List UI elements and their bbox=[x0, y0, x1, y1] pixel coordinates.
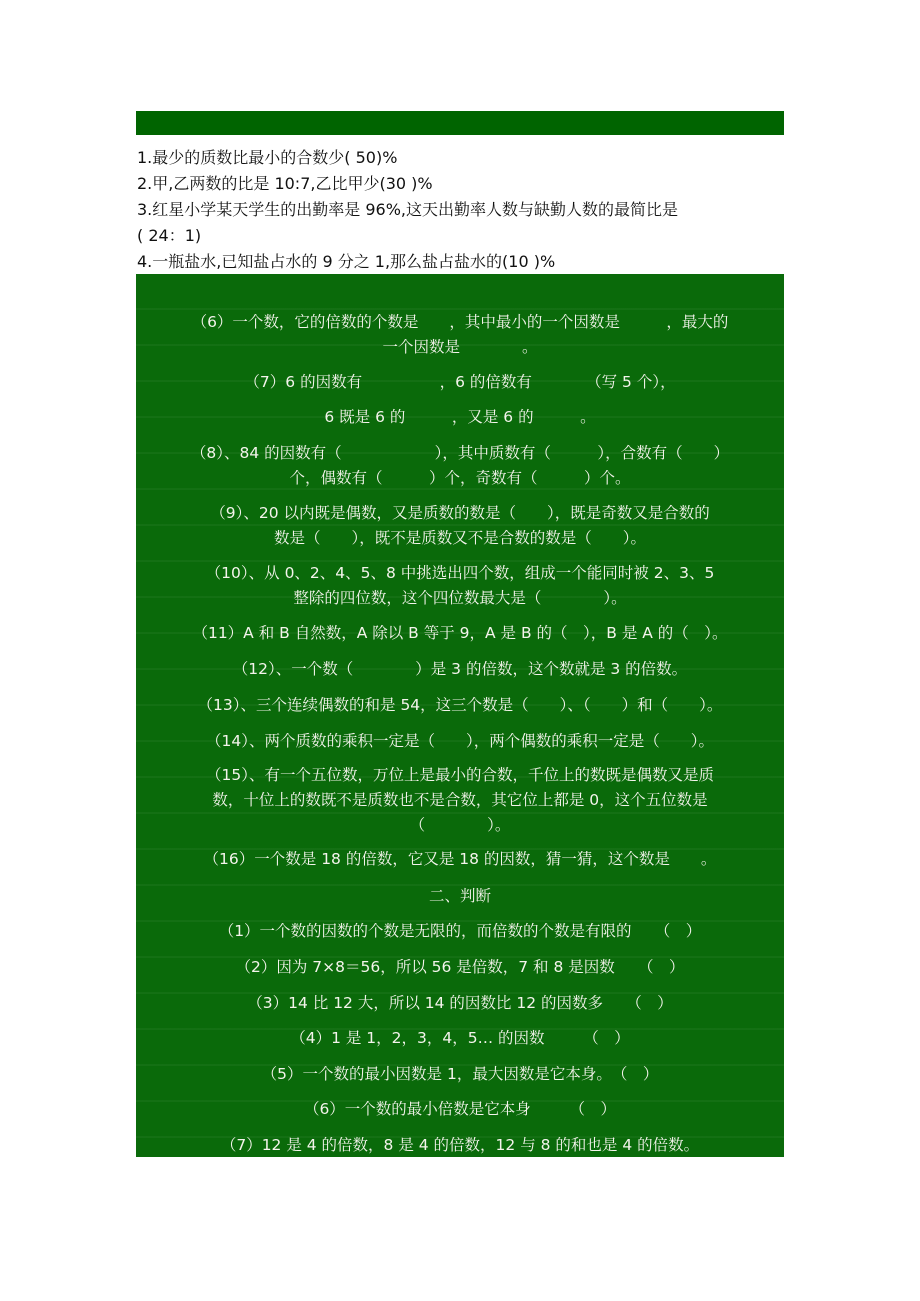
judge-3-text: （3）14 比 12 大，所以 14 的因数比 12 的因数多 （ ） bbox=[247, 994, 673, 1012]
question-16 bbox=[136, 847, 784, 872]
question-1: 1.最少的质数比最小的合数少( 50)% bbox=[137, 148, 398, 167]
question-10-line-1: （10）、从 0、2、4、5、8 中挑选出四个数，组成一个能同时被 2、3、5 bbox=[205, 564, 715, 582]
question-6-line-2: 一个因数是 。 bbox=[382, 338, 538, 356]
judge-title bbox=[136, 884, 784, 909]
question-13 bbox=[136, 693, 784, 718]
header-bar bbox=[136, 111, 784, 135]
green-board bbox=[136, 274, 784, 1157]
judge-7 bbox=[136, 1133, 784, 1158]
question-7-line-2: 6 既是 6 的 ，又是 6 的 。 bbox=[324, 408, 596, 426]
judge-6-text: （6）一个数的最小倍数是它本身 （ ） bbox=[303, 1100, 617, 1118]
question-15 bbox=[136, 763, 784, 838]
question-8-line-1: （8）、84 的因数有（ ），其中质数有（ ），合数有（ ） bbox=[190, 444, 730, 462]
question-12-line-1: （12）、一个数（ ）是 3 的倍数，这个数就是 3 的倍数。 bbox=[232, 660, 688, 678]
judge-4 bbox=[136, 1026, 784, 1051]
judge-6 bbox=[136, 1097, 784, 1122]
question-14-line-1: （14）、两个质数的乘积一定是（ ），两个偶数的乘积一定是（ ）。 bbox=[206, 732, 714, 750]
question-3: 3.红星小学某天学生的出勤率是 96%,这天出勤率人数与缺勤人数的最简比是 bbox=[137, 200, 679, 219]
question-11 bbox=[136, 621, 784, 646]
question-15-line-2: 数，十位上的数既不是质数也不是合数，其它位上都是 0，这个五位数是 bbox=[212, 791, 708, 809]
judge-2 bbox=[136, 955, 784, 980]
question-15-line-1: （15）、有一个五位数，万位上是最小的合数，千位上的数既是偶数又是质 bbox=[206, 766, 714, 784]
question-9-line-1: （9）、20 以内既是偶数，又是质数的数是（ ），既是奇数又是合数的 bbox=[210, 504, 710, 522]
question-15-line-3: （ ）。 bbox=[409, 816, 511, 834]
question-7 bbox=[136, 370, 784, 395]
judge-4-text: （4）1 是 1，2，3，4，5… 的因数 （ ） bbox=[290, 1029, 630, 1047]
judge-5 bbox=[136, 1062, 784, 1087]
judge-3 bbox=[136, 991, 784, 1016]
question-10 bbox=[136, 561, 784, 611]
question-9 bbox=[136, 501, 784, 551]
judge-1 bbox=[136, 919, 784, 944]
question-13-line-1: （13）、三个连续偶数的和是 54，这三个数是（ ）、（ ）和（ ）。 bbox=[197, 696, 723, 714]
judge-1-text: （1）一个数的因数的个数是无限的，而倍数的个数是有限的 （ ） bbox=[218, 922, 702, 940]
judge-5-text: （5）一个数的最小因数是 1，最大因数是它本身。 （ ） bbox=[261, 1065, 659, 1083]
question-14 bbox=[136, 729, 784, 754]
question-7b bbox=[136, 405, 784, 430]
question-7-line-1: （7）6 的因数有 ，6 的倍数有 （写 5 个）， bbox=[244, 373, 676, 391]
question-4: 4.一瓶盐水,已知盐占水的 9 分之 1,那么盐占盐水的(10 )% bbox=[137, 252, 556, 271]
question-11-line-1: （11）A 和 B 自然数，A 除以 B 等于 9，A 是 B 的（ ），B 是 A 的（ ）。 bbox=[192, 624, 728, 642]
question-16-line-1: （16）一个数是 18 的倍数，它又是 18 的因数，猜一猜，这个数是 。 bbox=[203, 850, 717, 868]
top-questions bbox=[137, 148, 787, 278]
question-9-line-2: 数是（ ），既不是质数又不是合数的数是（ ）。 bbox=[273, 529, 646, 547]
judge-2-text: （2）因为 7×8＝56，所以 56 是倍数，7 和 8 是因数 （ ） bbox=[235, 958, 685, 976]
question-10-line-2: 整除的四位数，这个四位数最大是（ ）。 bbox=[293, 589, 627, 607]
question-3-answer: ( 24：1) bbox=[137, 226, 202, 245]
question-12 bbox=[136, 657, 784, 682]
question-8-line-2: 个，偶数有（ ）个，奇数有（ ）个。 bbox=[289, 469, 631, 487]
judge-section-title: 二、判断 bbox=[428, 887, 491, 905]
question-2: 2.甲,乙两数的比是 10:7,乙比甲少(30 )% bbox=[137, 174, 433, 193]
question-6-line-1: （6）一个数，它的倍数的个数是 ，其中最小的一个因数是 ，最大的 bbox=[191, 313, 729, 331]
question-6 bbox=[136, 310, 784, 360]
judge-7-text: （7）12 是 4 的倍数，8 是 4 的倍数，12 与 8 的和也是 4 的倍数。 bbox=[220, 1136, 700, 1154]
question-8 bbox=[136, 441, 784, 491]
